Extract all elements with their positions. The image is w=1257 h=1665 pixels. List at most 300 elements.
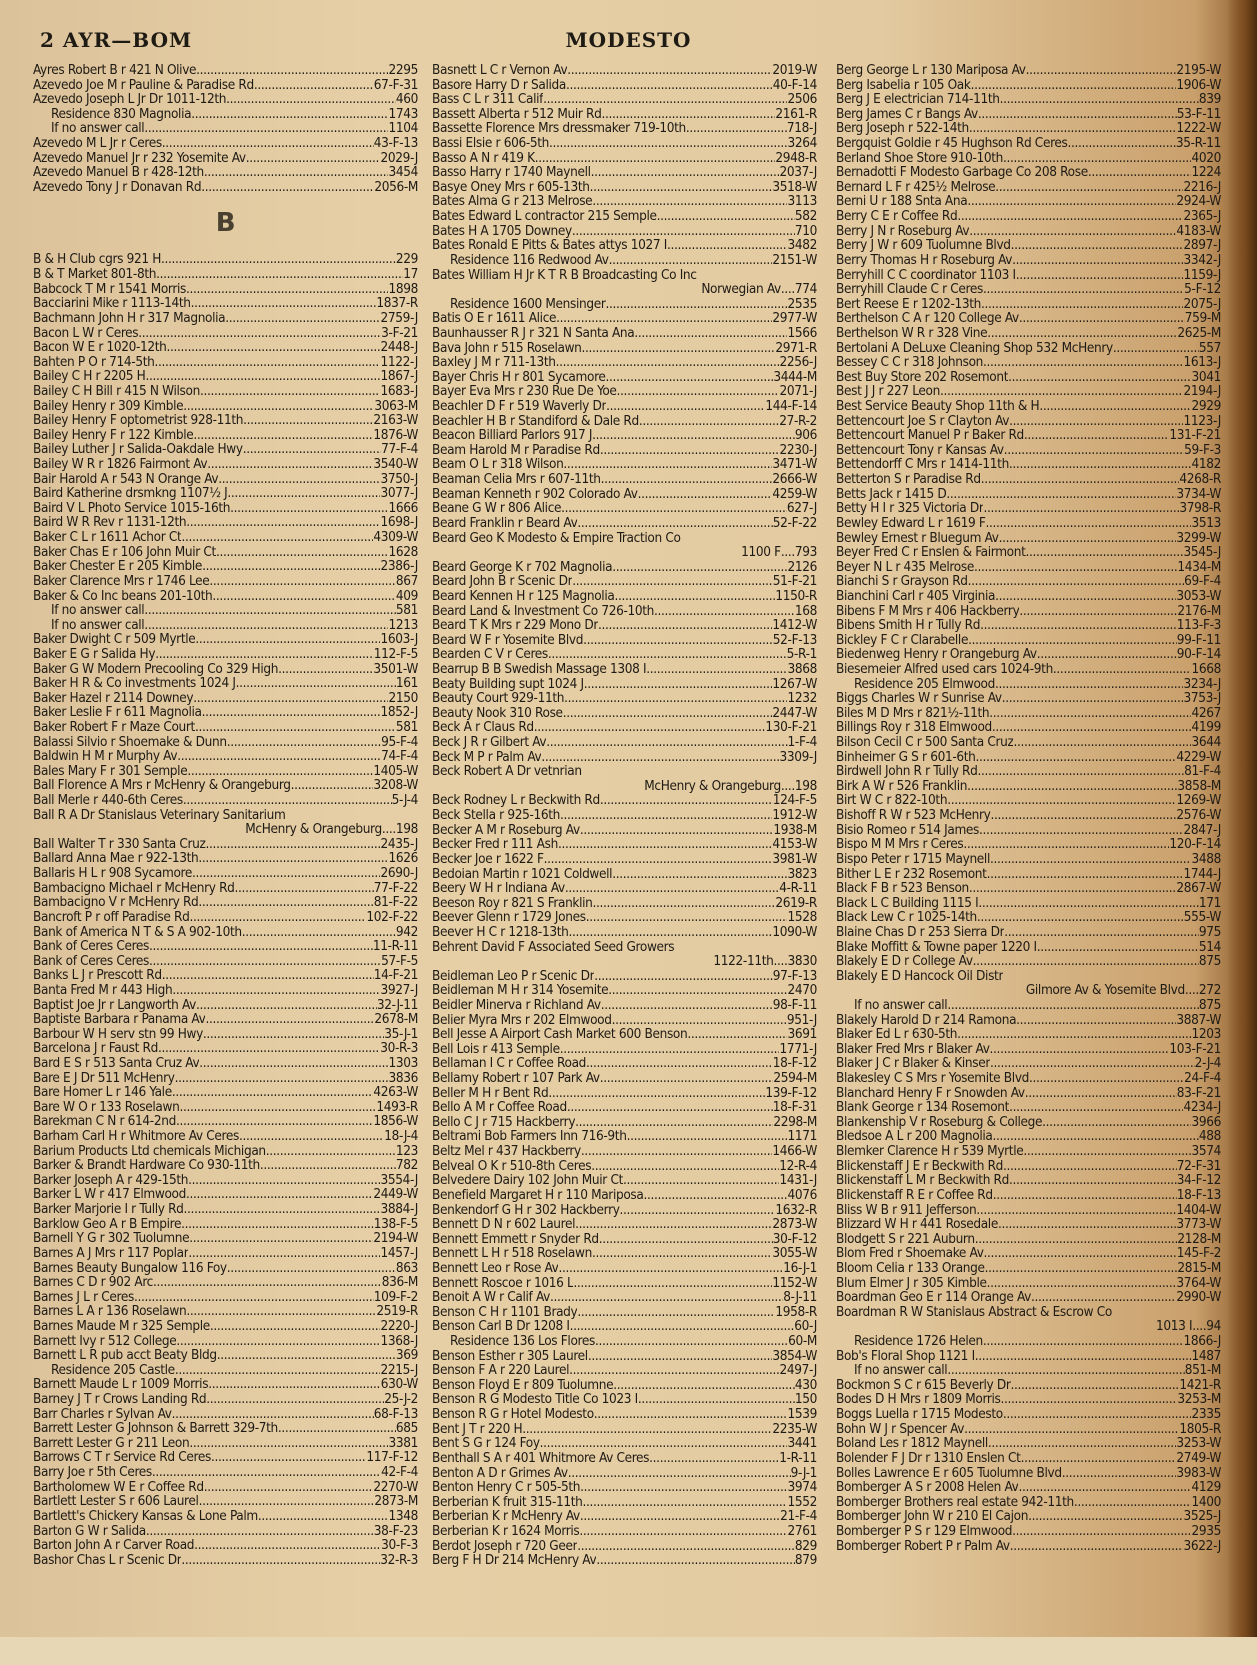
listing-entry: [432, 238, 817, 253]
listing-entry: [836, 1056, 1221, 1071]
listing-name: Biles M D Mrs r 821½-11th: [836, 705, 990, 721]
listing-name: Benthall S A r 401 Whitmore Av Ceres: [432, 1450, 650, 1466]
listing-phone: 3966: [1191, 1114, 1221, 1130]
listing-entry: [432, 1378, 817, 1393]
dot-leader: [1031, 1290, 1176, 1305]
listing-entry: [33, 1231, 418, 1246]
listing-phone: 3-F-21: [381, 325, 418, 341]
listing-name: Beltz Mel r 437 Hackberry: [432, 1144, 581, 1159]
listing-name: Beard George K r 702 Magnolia: [432, 559, 613, 575]
listing-name: Bennett Emmett r Snyder Rd: [432, 1231, 599, 1247]
listing-phone: 581: [395, 719, 418, 735]
listing-name: Benson Esther r 305 Laurel: [432, 1348, 588, 1364]
listing-entry: [33, 793, 418, 808]
listing-name: Bank of Ceres Ceres: [33, 939, 150, 954]
listing-name: Blickenstaff R E r Coffee Rd: [836, 1187, 993, 1203]
listing-entry: [33, 647, 418, 662]
listing-name: Beltrami Bob Farmers Inn 716-9th: [432, 1129, 627, 1145]
listing-entry: [33, 968, 418, 983]
listing-phone: 2759-J: [380, 310, 418, 326]
dot-leader: [242, 925, 396, 940]
listing-name: Birt W C r 822-10th: [836, 793, 948, 809]
listing-entry: [432, 531, 817, 546]
listing-name: Balassi Silvio r Shoemake & Dunn: [33, 734, 227, 750]
dot-leader: [172, 1085, 374, 1100]
listing-phone: 3622-J: [1183, 1538, 1221, 1554]
listing-entry: [33, 1144, 418, 1159]
listing-name: Gilmore Av & Yosemite Blvd: [1025, 983, 1185, 998]
listing-name: Basnett L C r Vernon Av: [432, 63, 568, 78]
listing-phone: 30-R-3: [380, 1041, 418, 1056]
listing-phone: 4263-W: [373, 1085, 418, 1100]
dot-leader: [1013, 735, 1191, 750]
listing-phone: 81-F-22: [373, 895, 418, 910]
listing-name: Berg James C r Bangs Av: [836, 106, 978, 122]
listing-name: Banta Fred M r 443 High: [33, 982, 173, 998]
dot-leader: [161, 252, 396, 267]
listing-entry: [836, 925, 1221, 940]
dot-leader: [204, 1480, 374, 1495]
listing-phone: 16-J-1: [783, 1260, 817, 1276]
listing-phone: 17: [403, 267, 418, 282]
listing-phone: 3983-W: [1176, 1465, 1221, 1481]
listing-phone: 1613-J: [1183, 355, 1221, 370]
listing-phone: 2935: [1191, 1523, 1221, 1539]
listing-phone: 18-F-31: [772, 1100, 817, 1115]
dot-leader: [1039, 399, 1191, 414]
listing-phone: 2435-J: [380, 836, 418, 852]
listing-entry: [33, 78, 418, 93]
listing-phone: 430: [794, 1377, 817, 1393]
listing-phone: 1698-J: [380, 515, 418, 531]
listing-name: Bockmon S C r 615 Beverly Dr: [836, 1377, 1011, 1393]
listing-phone: 1683-J: [380, 383, 418, 399]
listing-entry: [836, 457, 1221, 472]
listing-phone: 2161-R: [775, 106, 817, 122]
listing-name: Biedenweg Henry r Orangeburg Av: [836, 647, 1037, 662]
dot-leader: [586, 910, 788, 925]
listing-name: Blizzard W H r 441 Rosedale: [836, 1217, 998, 1232]
listing-phone: 25-J-2: [384, 1392, 418, 1407]
dot-leader: [600, 793, 773, 808]
listing-name: If no answer call: [51, 617, 145, 633]
listing-entry: [432, 808, 817, 823]
listing-entry: [33, 457, 418, 472]
listing-entry: [33, 574, 418, 589]
listing-entry: [836, 1495, 1221, 1510]
listing-entry: [432, 1451, 817, 1466]
listing-name: Bassett Alberta r 512 Muir Rd: [432, 106, 602, 122]
listing-name: Beeson Roy r 821 S Franklin: [432, 895, 593, 911]
dot-leader: [946, 487, 1176, 502]
listing-phone: 3927-J: [380, 982, 418, 998]
listing-entry: [836, 151, 1221, 166]
listing-phone: 2163-W: [373, 413, 418, 428]
listing-name: Beard Geo K Modesto & Empire Traction Co: [432, 530, 681, 546]
dot-leader: [1068, 136, 1176, 151]
listing-phone: 851-M: [1184, 1363, 1221, 1378]
listing-phone: 1528: [787, 910, 817, 925]
dot-leader: [588, 1349, 773, 1364]
listing-name: Bettencourt Tony r Kansas Av: [836, 442, 1004, 458]
listing-name: Ball Walter T r 330 Santa Cruz: [33, 836, 206, 852]
listing-phone: 4129: [1191, 1480, 1221, 1495]
listing-phone: 1837-R: [376, 296, 418, 311]
listing-entry: [33, 399, 418, 414]
listing-name: Blum Elmer J r 305 Kimble: [836, 1275, 987, 1291]
listing-phone: 2448-J: [380, 340, 418, 355]
listing-phone: 1122-J: [380, 354, 418, 370]
dot-leader: [617, 384, 780, 399]
listing-phone: 4229-W: [1176, 749, 1221, 765]
dot-leader: [609, 253, 773, 268]
listing-entry: [33, 749, 418, 764]
listing-name: Basso Harry r 1740 Maynell: [432, 165, 591, 180]
dot-leader: [992, 720, 1192, 735]
listing-name: Bailey Henry F r 122 Kimble: [33, 427, 194, 443]
dot-leader: [583, 633, 773, 648]
listing-phone: 34-F-12: [1176, 1173, 1221, 1188]
listing-phone: 3063-M: [374, 398, 418, 414]
listing-name: Boardman Geo E r 114 Orange Av: [836, 1290, 1032, 1305]
listing-entry: [432, 1071, 817, 1086]
listing-phone: 52-F-22: [772, 515, 817, 531]
listing-phone: 67-F-31: [373, 77, 418, 93]
listing-phone: 2447-W: [772, 705, 817, 721]
dot-leader: [1029, 1071, 1184, 1086]
dot-leader: [561, 501, 787, 516]
listing-phone: 1626: [388, 851, 418, 867]
listing-name: Bispo Peter r 1715 Maynell: [836, 851, 990, 867]
listing-name: Berg J E electrician 714-11th: [836, 92, 1000, 107]
dot-leader: [978, 764, 1185, 779]
dot-leader: [1074, 1495, 1192, 1510]
dot-leader: [986, 516, 1192, 531]
listing-entry: [836, 121, 1221, 136]
listing-entry: [836, 428, 1221, 443]
dot-leader: [134, 1290, 374, 1305]
listing-name: Beck Stella r 925-16th: [432, 808, 560, 823]
listing-name: Benson Floyd E r 809 Tuolumne: [432, 1377, 614, 1393]
listing-phone: 2075-J: [1183, 296, 1221, 312]
listing-phone: 2749-W: [1176, 1450, 1221, 1466]
dot-leader: [181, 530, 373, 545]
listing-entry: [432, 326, 817, 341]
dot-leader: [204, 165, 389, 180]
dot-leader: [186, 1304, 376, 1319]
listing-name: Bewley Edward L r 1619 F: [836, 515, 986, 531]
listing-entry: [836, 136, 1221, 151]
listing-entry: [33, 1085, 418, 1100]
listing-name: Bernadotti F Modesto Garbage Co 208 Rose: [836, 165, 1088, 180]
listing-name: Bliss W B r 911 Jefferson: [836, 1202, 977, 1218]
listing-name: Barham Carl H r Whitmore Av Ceres: [33, 1129, 239, 1144]
dot-leader: [567, 63, 772, 78]
dot-leader: [1003, 1159, 1177, 1174]
dot-leader: [291, 778, 374, 793]
dot-leader: [600, 443, 780, 458]
listing-entry: [836, 574, 1221, 589]
dot-leader: [990, 1042, 1170, 1057]
listing-phone: 759-M: [1184, 311, 1221, 326]
listing-name: Beard Kennen H r 125 Magnolia: [432, 588, 615, 604]
dot-leader: [193, 691, 388, 706]
dot-leader: [550, 1290, 783, 1305]
listing-name: Bates Alma G r 213 Melrose: [432, 194, 593, 210]
listing-phone: 2194-W: [373, 1231, 418, 1246]
listing-entry: [432, 1144, 817, 1159]
listing-entry: [836, 1466, 1221, 1481]
listing-entry: [836, 1334, 1221, 1349]
dot-leader: [987, 1276, 1177, 1291]
dot-leader: [639, 414, 779, 429]
listing-phone: 2195-W: [1176, 63, 1221, 78]
listing-name: Benton A D r Grimes Av: [432, 1465, 568, 1481]
listing-name: Bernard L F r 425½ Melrose: [836, 179, 996, 195]
listing-phone: 3253-M: [1177, 1392, 1221, 1408]
listing-entry: [836, 589, 1221, 604]
dot-leader: [183, 793, 392, 808]
listing-name: Beever Glenn r 1729 Jones: [432, 910, 586, 925]
dot-leader: [194, 1538, 381, 1553]
listing-phone: 1104: [388, 121, 418, 137]
dot-leader: [1026, 545, 1184, 560]
listing-name: Benson R G Modesto Title Co 1023 I: [432, 1392, 638, 1408]
listing-entry: [836, 282, 1221, 297]
listing-name: Bassette Florence Mrs dressmaker 719-10th: [432, 121, 686, 137]
listing-name: Bales Mary F r 301 Semple: [33, 763, 188, 779]
listing-entry: [33, 1304, 418, 1319]
listing-entry: [33, 925, 418, 940]
listing-entry: [432, 1173, 817, 1188]
listing-entry: [33, 603, 418, 618]
listing-phone: 906: [794, 428, 817, 443]
dot-leader: [591, 165, 780, 180]
listing-name: Behrent David F Associated Seed Growers: [432, 939, 675, 955]
listing-name: Barnes A J Mrs r 117 Poplar: [33, 1245, 189, 1261]
listing-entry: [33, 983, 418, 998]
listing-phone: 11-R-11: [372, 939, 418, 954]
listing-phone: 1958-R: [775, 1304, 817, 1320]
listing-entry: [432, 1203, 817, 1218]
listing-name: Blaine Chas D r 253 Sierra Dr: [836, 924, 1005, 940]
listing-name: Bacon W E r 1020-12th: [33, 340, 167, 355]
listing-phone: 2470: [787, 983, 817, 998]
directory-column-3: [836, 63, 1221, 1603]
listing-name: Berry C E r Coffee Rd: [836, 209, 958, 224]
listing-phone: 4153-W: [772, 837, 817, 852]
listing-entry: [432, 1086, 817, 1101]
listing-phone: 863: [395, 1260, 418, 1276]
listing-phone: 229: [395, 252, 418, 268]
listing-phone: 2220-J: [380, 1318, 418, 1334]
listing-name: Black Lew C r 1025-14th: [836, 910, 977, 925]
listing-name: Bessey C C r 318 Johnson: [836, 355, 984, 370]
listing-name: Ballaris H L r 908 Sycamore: [33, 866, 193, 881]
listing-phone: 1405-W: [373, 763, 418, 779]
listing-entry: [33, 720, 418, 735]
listing-entry: [836, 209, 1221, 224]
listing-entry: [33, 1407, 418, 1422]
listing-name: Beauty Court 929-11th: [432, 691, 565, 706]
listing-name: Bartholomew W E r Coffee Rd: [33, 1479, 204, 1495]
listing-name: Birk A W r 526 Franklin: [836, 778, 968, 794]
listing-entry: [33, 1071, 418, 1086]
listing-name: Barnes L A r 136 Roselawn: [33, 1304, 187, 1319]
listing-entry: [836, 224, 1221, 239]
listing-entry: [432, 180, 817, 195]
dot-leader: [1012, 253, 1183, 268]
listing-name: Barium Products Ltd chemicals Michigan: [33, 1143, 266, 1159]
listing-name: Residence 136 Los Flores: [450, 1334, 595, 1349]
dot-leader: [572, 574, 772, 589]
dot-leader: ....: [780, 282, 795, 297]
listing-name: Beaman Celia Mrs r 607-11th: [432, 472, 601, 487]
listing-name: Beard Franklin r Beard Av: [432, 515, 578, 531]
listing-name: Boggs Luella r 1715 Modesto: [836, 1407, 1003, 1422]
dot-leader: [195, 720, 396, 735]
dot-leader: [1000, 92, 1199, 107]
listing-entry: [432, 1305, 817, 1320]
dot-leader: [995, 180, 1183, 195]
dot-leader: [620, 1203, 776, 1218]
listing-name: Bare W O r 133 Roselawn: [33, 1099, 180, 1115]
listing-phone: 131-F-21: [1169, 428, 1221, 443]
listing-name: Ayres Robert B r 421 N Olive: [33, 63, 197, 78]
listing-name: Blake Moffitt & Towne paper 1220 I: [836, 939, 1037, 955]
listing-entry: [836, 998, 1221, 1013]
dot-leader: [993, 1129, 1199, 1144]
dot-leader: [983, 355, 1183, 370]
dot-leader: ....: [773, 954, 788, 969]
dot-leader: [646, 662, 787, 677]
listing-entry: [836, 1173, 1221, 1188]
listing-entry: [33, 1027, 418, 1042]
listing-entry: [836, 954, 1221, 969]
listing-phone: 60-M: [788, 1334, 817, 1349]
book-spine-shadow: [1227, 0, 1257, 1665]
listing-phone: 5-R-1: [786, 647, 817, 662]
dot-leader: [608, 983, 787, 998]
listing-entry: [33, 705, 418, 720]
listing-entry: [432, 779, 817, 794]
listing-entry: [432, 1159, 817, 1174]
dot-leader: [564, 691, 787, 706]
dot-leader: [188, 1246, 380, 1261]
listing-entry: [432, 443, 817, 458]
listing-name: Barrett Lester G Johnson & Barrett 329-7th: [33, 1421, 278, 1436]
listing-name: Bacciarini Mike r 1113-14th: [33, 296, 191, 311]
listing-entry: [836, 107, 1221, 122]
listing-phone: 3884-J: [380, 1202, 418, 1217]
listing-entry: [432, 516, 817, 531]
listing-entry: [432, 311, 817, 326]
listing-phone: 2176-M: [1177, 603, 1221, 619]
listing-name: Barnett L R pub acct Beaty Bldg: [33, 1348, 217, 1363]
listing-phone: 1743: [388, 106, 418, 122]
listing-phone: 1866-J: [1183, 1334, 1221, 1349]
listing-entry: [836, 180, 1221, 195]
listing-name: Benson R G r Hotel Modesto: [432, 1407, 594, 1422]
listing-entry: [836, 662, 1221, 677]
listing-phone: 3974: [787, 1480, 817, 1495]
listing-name: Barker Marjorie I r Tully Rd: [33, 1202, 184, 1217]
listing-entry: [432, 209, 817, 224]
listing-name: Baker Chester E r 205 Kimble: [33, 559, 203, 574]
listing-entry: [432, 1392, 817, 1407]
dot-leader: [1016, 268, 1184, 283]
listing-name: Barnes Maude M r 325 Semple: [33, 1318, 210, 1334]
dot-leader: [278, 1421, 396, 1436]
listing-phone: 145-F-2: [1176, 1246, 1221, 1261]
dot-leader: [177, 749, 381, 764]
listing-phone: 2335: [1191, 1407, 1221, 1422]
listing-entry: [432, 691, 817, 706]
listing-name: Barnes J L r Ceres: [33, 1289, 134, 1305]
listing-phone: 1898: [388, 281, 418, 297]
listing-name: Benson C H r 1101 Brady: [432, 1304, 578, 1320]
listing-name: Bomberger Brothers real estate 942-11th: [836, 1494, 1074, 1510]
listing-name: Baird V L Photo Service 1015-16th: [33, 500, 231, 516]
listing-name: Bilson Cecil C r 500 Santa Cruz: [836, 735, 1014, 750]
listing-entry: [836, 1246, 1221, 1261]
listing-phone: 1421-R: [1179, 1377, 1221, 1393]
listing-name: Blakesley C S Mrs r Yosemite Blvd: [836, 1071, 1030, 1086]
listing-phone: 2815-M: [1177, 1260, 1221, 1276]
listing-name: 1100 F: [741, 545, 781, 560]
listing-name: Barker L W r 417 Elmwood: [33, 1187, 186, 1203]
listing-entry: [836, 720, 1221, 735]
listing-entry: [836, 1539, 1221, 1554]
listing-entry: [836, 940, 1221, 955]
listing-name: Belier Myra Mrs r 202 Elmwood: [432, 1012, 612, 1028]
dot-leader: [592, 1246, 772, 1261]
listing-entry: [432, 297, 817, 312]
listing-phone: 94: [1206, 1319, 1221, 1335]
directory-column-2: [432, 63, 817, 1603]
listing-phone: 2678-M: [374, 1012, 418, 1027]
listing-phone: 2-J-4: [1194, 1056, 1221, 1072]
listing-phone: 1603-J: [380, 632, 418, 647]
dot-leader: [577, 1539, 795, 1554]
listing-phone: 2270-W: [373, 1479, 418, 1495]
listing-name: Barrett Lester G r 211 Leon: [33, 1435, 190, 1451]
listing-entry: [836, 896, 1221, 911]
listing-name: Barekman C N r 614-2nd: [33, 1114, 176, 1130]
listing-name: Bergquist Goldie r 45 Hughson Rd Ceres: [836, 136, 1068, 151]
listing-entry: [432, 1319, 817, 1334]
listing-name: Blakely Harold D r 214 Ramona: [836, 1012, 1017, 1028]
listing-name: Bank of Ceres Ceres: [33, 953, 150, 969]
listing-phone: 3471-W: [772, 457, 817, 473]
dot-leader: [613, 1378, 795, 1393]
listing-entry: [33, 384, 418, 399]
listing-phone: 83-F-21: [1176, 1085, 1221, 1101]
listing-entry: [432, 1261, 817, 1276]
listing-name: Bard E S r 513 Santa Cruz Av: [33, 1056, 200, 1071]
listing-entry: [836, 1232, 1221, 1247]
listing-phone: 24-F-4: [1184, 1071, 1221, 1086]
dot-leader: [1021, 1451, 1177, 1466]
listing-name: Billings Roy r 318 Elmwood: [836, 720, 992, 736]
dot-leader: [198, 895, 373, 910]
listing-phone: 2929: [1191, 399, 1221, 414]
dot-leader: [230, 501, 388, 516]
listing-entry: [836, 399, 1221, 414]
dot-leader: [549, 136, 787, 151]
dot-leader: [582, 341, 776, 356]
listing-phone: 1457-J: [380, 1245, 418, 1261]
